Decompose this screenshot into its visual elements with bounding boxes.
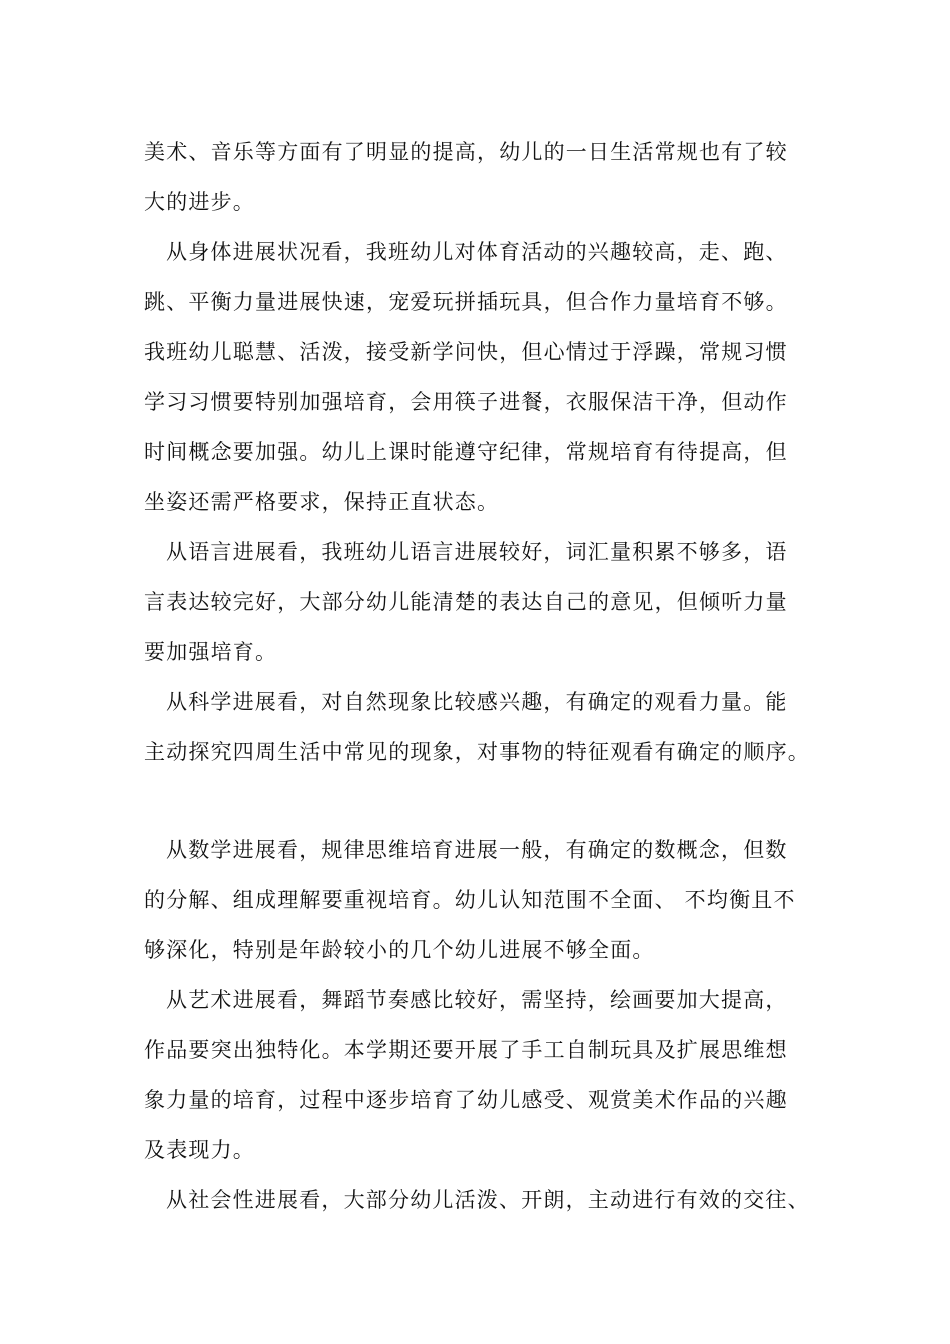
text-line-18: 作品要突出独特化。本学期还要开展了手工自制玩具及扩展思维想 (144, 1038, 788, 1062)
text-line-6: 学习习惯要特别加强培育，会用筷子进餐，衣服保洁干净，但动作 (144, 390, 788, 414)
text-line-13: 主动探究四周生活中常见的现象，对事物的特征观看有确定的顺序。 (144, 740, 810, 764)
text-line-20: 及表现力。 (144, 1138, 255, 1162)
text-line-11: 要加强培育。 (144, 640, 278, 664)
paragraph-art-development: 从艺术进展看，舞蹈节奏感比较好，需坚持，绘画要加大提高， (166, 988, 788, 1012)
paragraph-social-development: 从社会性进展看，大部分幼儿活泼、开朗，主动进行有效的交往、 (166, 1188, 810, 1212)
text-line-16: 够深化，特别是年龄较小的几个幼儿进展不够全面。 (144, 938, 655, 962)
text-line-10: 言表达较完好，大部分幼儿能清楚的表达自己的意见，但倾听力量 (144, 590, 788, 614)
text-line-19: 象力量的培育，过程中逐步培育了幼儿感受、观赏美术作品的兴趣 (144, 1088, 788, 1112)
text-line-15: 的分解、组成理解要重视培育。幼儿认知范围不全面、 不均衡且不 (144, 888, 796, 912)
text-line-8: 坐姿还需严格要求，保持正直状态。 (144, 490, 500, 514)
paragraph-language-development: 从语言进展看，我班幼儿语言进展较好，词汇量积累不够多，语 (166, 540, 788, 564)
text-line-4: 跳、平衡力量进展快速，宠爱玩拼插玩具，但合作力量培育不够。 (144, 290, 788, 314)
paragraph-body-development: 从身体进展状况看，我班幼儿对体育活动的兴趣较高，走、跑、 (166, 240, 788, 264)
paragraph-science-development: 从科学进展看，对自然现象比较感兴趣，有确定的观看力量。能 (166, 690, 788, 714)
text-line-5: 我班幼儿聪慧、活泼，接受新学问快，但心情过于浮躁，常规习惯 (144, 340, 788, 364)
paragraph-math-development: 从数学进展看，规律思维培育进展一般，有确定的数概念，但数 (166, 838, 788, 862)
text-line-7: 时间概念要加强。幼儿上课时能遵守纪律，常规培育有待提高，但 (144, 440, 788, 464)
text-line-1: 美术、音乐等方面有了明显的提高，幼儿的一日生活常规也有了较 (144, 140, 788, 164)
text-line-2: 大的进步。 (144, 190, 255, 214)
